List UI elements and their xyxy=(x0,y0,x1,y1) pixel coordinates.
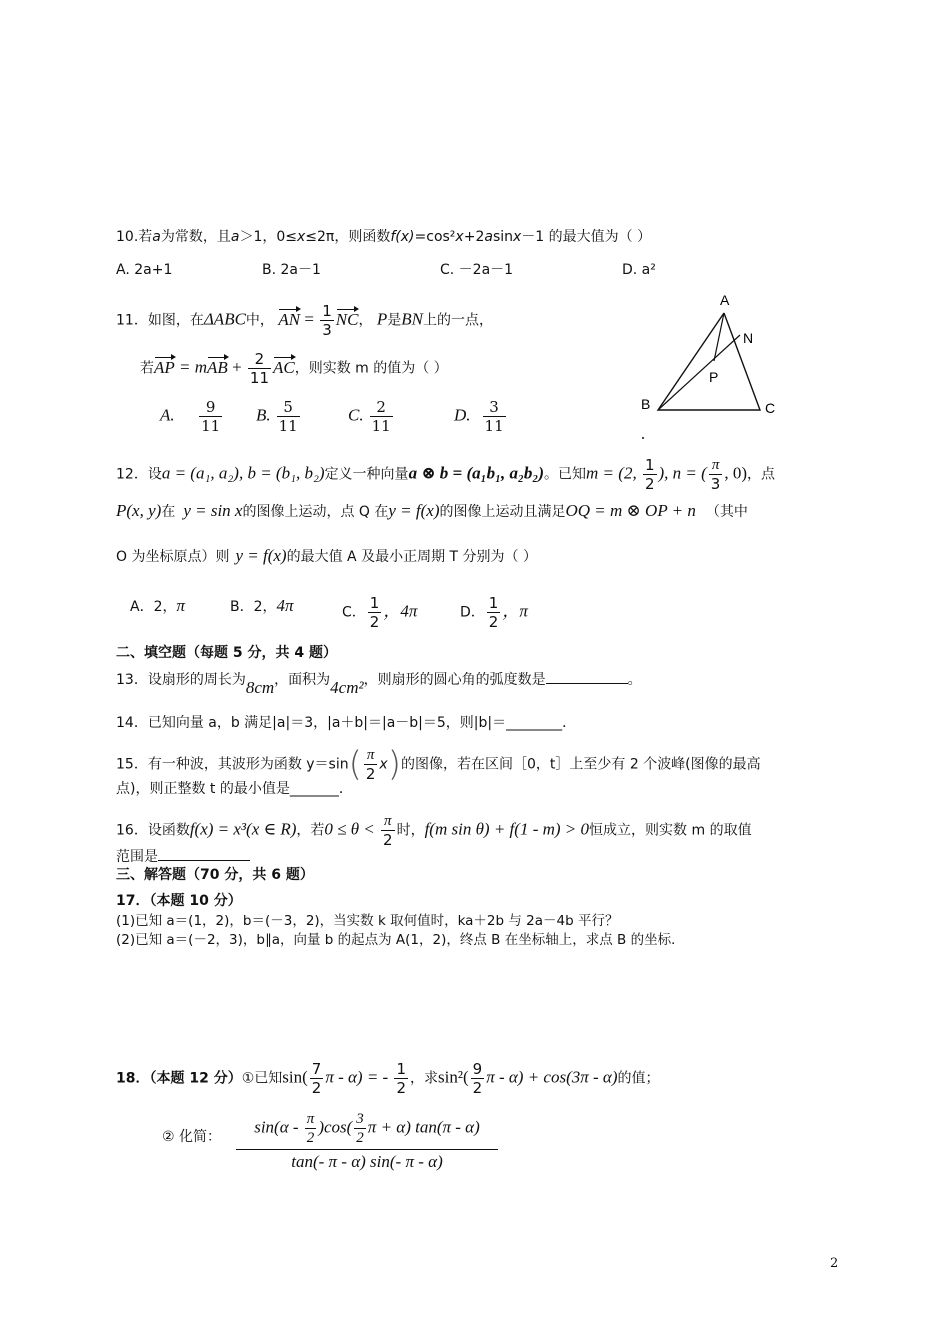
q15-line-1: 15．有一种波，其波形为函数 y＝sin( $\frac{\pi}{2}$ x)的图像，若在区间［0，t］上至少有 2 个波峰(图像的最高 xyxy=(116,744,761,785)
q18-simplify-fraction xyxy=(236,1110,498,1174)
vector-nc: NC xyxy=(335,309,359,329)
q13: 13．设扇形的周长为8cm，面积为4cm²，则扇形的圆心角的弧度数是 。 xyxy=(116,669,642,689)
q11-option-a: A. $\frac{9}{11}$ xyxy=(160,398,221,435)
q16-answer-blank[interactable] xyxy=(158,846,250,861)
fraction-one-third: $\frac{1}{3}$ xyxy=(322,302,332,339)
page-number: 2 xyxy=(830,1256,839,1271)
q18-part-2-label: ② 化简： xyxy=(162,1129,222,1145)
q11-option-c: C. $\frac{2}{11}$ xyxy=(348,398,391,435)
q10-stem: 10.若a为常数，且a＞1，0≤x≤2π，则函数f(x)=cos²x+2asinx－1 的最大值为（ ） xyxy=(116,229,652,245)
triangle-figure xyxy=(630,285,800,445)
vector-ac: AC xyxy=(273,357,295,377)
q12-option-c: C． $\frac{1}{2}$ ，4π xyxy=(342,594,418,631)
q15-line-2: 点)，则正整数 t 的最小值是_______． xyxy=(116,781,353,797)
q12-line-1: 12．设a = (a₁, a₂), b = (b₁, b₂)定义一种向量a ⊗ b = (a₁b₁, a₂b₂)。已知m = (2, $\frac{1}{2}$ ), n = ( $\frac{\pi}{3}$ , 0)，点 xyxy=(116,456,776,493)
vector-ap: AP xyxy=(154,357,175,377)
q10-option-b: B. 2a－1 xyxy=(262,262,321,278)
vector-an: AN xyxy=(278,309,301,329)
q11-option-b: B. $\frac{5}{11}$ xyxy=(256,398,298,435)
label-n: N xyxy=(743,330,754,346)
q11-stem: 11．如图，在ΔABC中， AN = $\frac{1}{3}$ NC， P是BN上的一点， xyxy=(116,302,494,339)
q17-part-1: (1)已知 a＝(1，2)，b＝(－3，2)，当实数 k 取何值时，ka＋2b 与 2a－4b 平行？ xyxy=(116,913,619,929)
q10-option-c: C. －2a－1 xyxy=(440,262,514,278)
q12-option-a: A．2，π xyxy=(130,596,186,615)
fraction-two-elevenths: $\frac{2}{11}$ xyxy=(249,350,269,387)
q17-part-2: (2)已知 a＝(－2，3)，b∥a，向量 b 的起点为 A(1，2)，终点 B 在坐标轴上，求点 B 的坐标． xyxy=(116,932,685,948)
q11-condition: 若AP = mAB + $\frac{2}{11}$ AC，则实数 m 的值为（ ） xyxy=(140,350,448,387)
q12-option-b: B．2，4π xyxy=(230,596,294,615)
label-b: B xyxy=(641,396,651,412)
q11-option-d: D. $\frac{3}{11}$ xyxy=(454,398,504,435)
label-c: C xyxy=(765,400,776,416)
q18-denominator: tan(- π - α) sin(- π - α) xyxy=(291,1152,443,1171)
section-solution-heading: 三、解答题（70 分，共 6 题） xyxy=(116,867,314,883)
q10-option-d: D. a² xyxy=(622,262,656,278)
q12-option-d: D． $\frac{1}{2}$ ，π xyxy=(460,594,528,631)
vector-ab: AB xyxy=(207,357,228,377)
label-p: P xyxy=(709,369,719,385)
q12-line-2: P(x, y)在 y = sin x的图像上运动，点 Q 在y = f(x)的图像上运动且满足OQ = m ⊗ OP + n （其中 xyxy=(116,501,748,520)
q18-numerator: sin(α - $\frac{\pi}{2}$ )cos( $\frac{3}{2}$ π + α) tan(π - α) xyxy=(254,1111,480,1146)
q13-answer-blank[interactable] xyxy=(546,669,628,684)
q17-title: 17．（本题 10 分） xyxy=(116,893,242,909)
label-a: A xyxy=(720,292,730,308)
q18-part-1: 18．（本题 12 分）①已知sin( $\frac{7}{2}$ π - α) = - $\frac{1}{2}$ ，求sin²( $\frac{9}{2}$ π - α) + cos(3π - α)的值； xyxy=(116,1060,660,1097)
q16-line-1: 16．设函数f(x) = x³(x ∈ R)，若0 ≤ θ < $\frac{\pi}{2}$ 时，f(m sin θ) + f(1 - m) > 0恒成立，则实数 m 的取值 xyxy=(116,813,752,849)
q10-option-a: A. 2a+1 xyxy=(116,262,173,278)
q14: 14．已知向量 a，b 满足|a|＝3，|a＋b|＝|a－b|＝5，则|b|＝________． xyxy=(116,715,577,731)
section-fill-in-heading: 二、填空题（每题 5 分，共 4 题） xyxy=(116,645,337,661)
q12-line-3: O 为坐标原点）则 y = f(x)的最大值 A 及最小正周期 T 分别为（ ） xyxy=(116,546,537,565)
q16-line-2: 范围是 xyxy=(116,846,250,866)
